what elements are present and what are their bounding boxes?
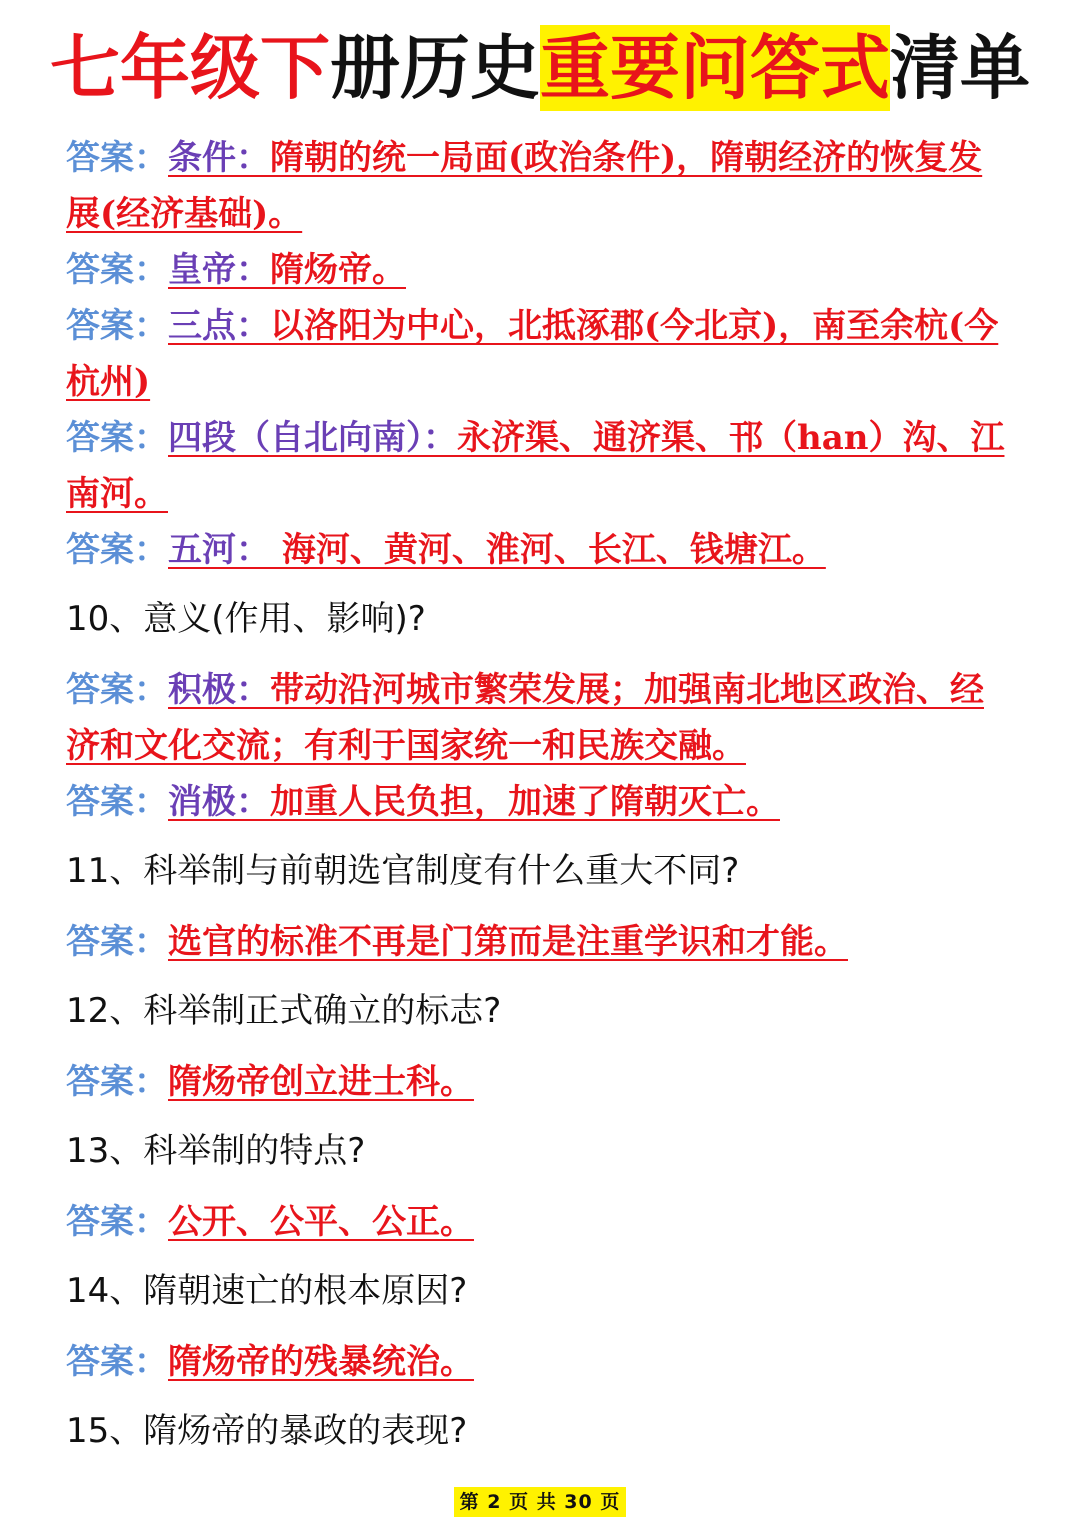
- answer-text: 隋炀帝。: [270, 250, 406, 290]
- answer-text: 带动沿河城市繁荣发展；加强南北地区政治、经济和文化交流；有利于国家统一和民族交融。: [66, 670, 984, 766]
- answer: [66, 1054, 1016, 1110]
- answer-body: [168, 530, 826, 570]
- answer-text: 隋炀帝的残暴统治。: [168, 1342, 474, 1382]
- answer-tag: 答案：: [66, 922, 168, 962]
- answer: [66, 242, 1016, 298]
- title-part-list: 清单: [890, 27, 1030, 109]
- answer-text: 公开、公平、公正。: [168, 1202, 474, 1242]
- answer-keyword: 皇帝：: [168, 250, 270, 290]
- answer: [66, 298, 1016, 410]
- page-title: [0, 18, 1080, 118]
- answer-text: 海河、黄河、淮河、长江、钱塘江。: [270, 530, 826, 570]
- answer-keyword: 三点：: [168, 306, 270, 346]
- answer-keyword: 条件：: [168, 138, 270, 178]
- answer-tag: 答案：: [66, 782, 168, 822]
- question: 13、科举制的特点?: [66, 1131, 366, 1171]
- answer: [66, 1194, 1016, 1250]
- answer-body: [168, 1202, 474, 1242]
- answer-body: [168, 922, 848, 962]
- question: 11、科举制与前朝选官制度有什么重大不同?: [66, 851, 740, 891]
- answer: [66, 662, 1016, 774]
- page-number: [0, 1487, 1080, 1517]
- answer-body: [66, 138, 982, 234]
- answer: [66, 522, 1016, 578]
- answer: [66, 914, 1016, 970]
- answer-tag: 答案：: [66, 418, 168, 458]
- question: 14、隋朝速亡的根本原因?: [66, 1271, 468, 1311]
- page-number-label: 第 2 页 共 30 页: [454, 1487, 627, 1517]
- answer-tag: 答案：: [66, 138, 168, 178]
- answer-body: [66, 418, 1004, 514]
- answer-body: [168, 1062, 474, 1102]
- answer: [66, 410, 1016, 522]
- answer-keyword: 四段（自北向南）：: [168, 418, 457, 458]
- answer-body: [168, 782, 780, 822]
- answer-text: 永济渠、通济渠、邗（han）沟、江南河。: [66, 418, 1005, 514]
- answer-text: 加重人民负担，加速了隋朝灭亡。: [270, 782, 780, 822]
- answer-text: 隋炀帝创立进士科。: [168, 1062, 474, 1102]
- answer-tag: 答案：: [66, 306, 168, 346]
- answer-body: [66, 670, 984, 766]
- question: 10、意义(作用、影响)?: [66, 599, 426, 639]
- answer-tag: 答案：: [66, 670, 168, 710]
- answer: [66, 1334, 1016, 1390]
- answer-body: [66, 306, 998, 402]
- answer-text: 隋朝的统一局面(政治条件)，隋朝经济的恢复发展(经济基础)。: [66, 138, 983, 234]
- title-part-subject: 册历史: [330, 27, 540, 109]
- answer-text: 以洛阳为中心，北抵涿郡(今北京)，南至余杭(今杭州): [66, 306, 999, 402]
- answer-body: [168, 250, 406, 290]
- question: 12、科举制正式确立的标志?: [66, 991, 502, 1031]
- title-part-highlight: 重要问答式: [540, 27, 890, 109]
- answer: [66, 130, 1016, 242]
- answer-tag: 答案：: [66, 250, 168, 290]
- answer-keyword: 积极：: [168, 670, 270, 710]
- question: 15、隋炀帝的暴政的表现?: [66, 1411, 468, 1451]
- answer-tag: 答案：: [66, 1062, 168, 1102]
- answer-keyword: 五河：: [168, 530, 270, 570]
- answer-text: 选官的标准不再是门第而是注重学识和才能。: [168, 922, 848, 962]
- answer-tag: 答案：: [66, 1342, 168, 1382]
- answer-tag: 答案：: [66, 1202, 168, 1242]
- answer-keyword: 消极：: [168, 782, 270, 822]
- answer-tag: 答案：: [66, 530, 168, 570]
- title-part-grade: 七年级下: [50, 27, 330, 109]
- answer: [66, 774, 1016, 830]
- answer-body: [168, 1342, 474, 1382]
- qa-list: [66, 130, 1016, 1474]
